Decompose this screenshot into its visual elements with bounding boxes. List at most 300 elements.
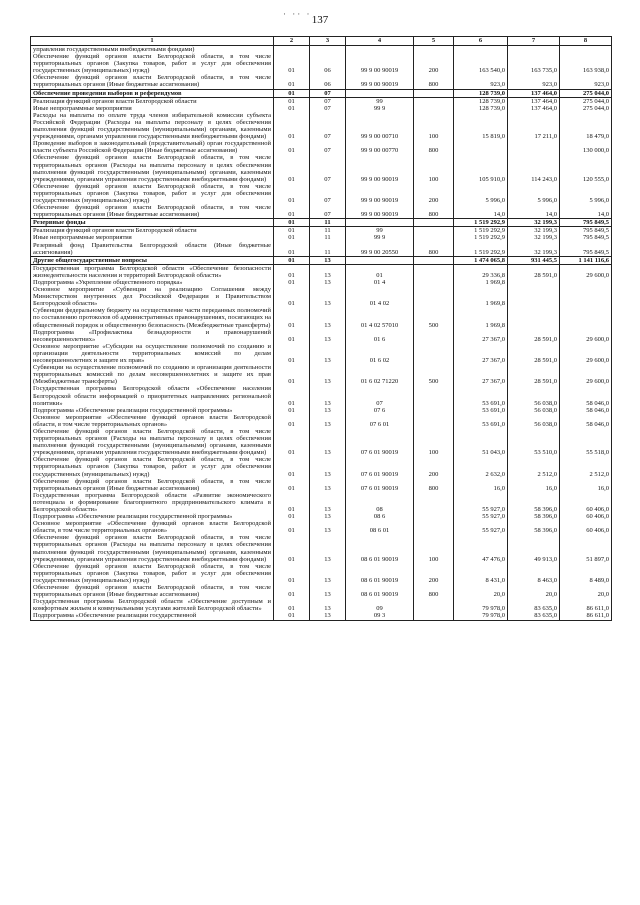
amount-year-3: 8 489,0 xyxy=(560,563,612,584)
row-name: Субвенции федеральному бюджету на осуществление части переданных полномочий по составлению протоколов об административных правонарушениях, посягающих на общественный порядок и общественную безопасность (Межбюджетные трансферты) xyxy=(31,307,274,328)
target-article-code: 07 6 01 90019 xyxy=(346,456,414,477)
subsection-code: 11 xyxy=(310,219,346,227)
subsection-code: 13 xyxy=(310,428,346,456)
column-header: 5 xyxy=(414,37,454,46)
expense-type-code xyxy=(414,105,454,112)
amount-year-2 xyxy=(508,140,560,154)
expense-type-code xyxy=(414,414,454,428)
target-article-code: 99 9 00 90019 xyxy=(346,204,414,219)
target-article-code xyxy=(346,89,414,97)
target-article-code: 01 4 02 xyxy=(346,286,414,307)
table-row xyxy=(31,242,612,257)
target-article-code: 99 9 00 90019 xyxy=(346,183,414,204)
amount-year-2: 53 510,0 xyxy=(508,428,560,456)
amount-year-1: 1 474 065,8 xyxy=(454,256,508,264)
table-row xyxy=(31,105,612,112)
amount-year-3: 923,0 xyxy=(560,74,612,89)
amount-year-2: 14,0 xyxy=(508,204,560,219)
section-code: 01 xyxy=(274,385,310,406)
subsection-code: 13 xyxy=(310,492,346,513)
subsection-code: 13 xyxy=(310,584,346,598)
amount-year-2: 32 199,3 xyxy=(508,219,560,227)
table-row xyxy=(31,286,612,307)
section-code: 01 xyxy=(274,584,310,598)
row-name: Субвенции на осуществление полномочий по созданию и организации деятельности территориальных комиссий по делам несовершеннолетних и защите их прав (Межбюджетные трансферты) xyxy=(31,364,274,385)
expense-type-code: 800 xyxy=(414,140,454,154)
expense-type-code xyxy=(414,234,454,241)
amount-year-2 xyxy=(508,286,560,307)
expense-type-code xyxy=(414,513,454,520)
row-name: Другие общегосударственные вопросы xyxy=(31,256,274,264)
section-code: 01 xyxy=(274,520,310,534)
target-article-code: 08 6 xyxy=(346,513,414,520)
amount-year-3: 275 044,0 xyxy=(560,105,612,112)
amount-year-3: 130 000,0 xyxy=(560,140,612,154)
column-header: 7 xyxy=(508,37,560,46)
column-header: 2 xyxy=(274,37,310,46)
expense-type-code: 200 xyxy=(414,53,454,74)
expense-type-code xyxy=(414,264,454,279)
amount-year-2: 28 591,0 xyxy=(508,364,560,385)
target-article-code xyxy=(346,219,414,227)
expense-type-code xyxy=(414,227,454,235)
subsection-code: 13 xyxy=(310,478,346,492)
section-code: 01 xyxy=(274,227,310,235)
row-name: Обеспечение функций органов власти Белгородской области, в том числе территориальных органов (Расходы на выплаты персоналу в целях обеспечения выполнения функций государственными (муниципальными) органами, казенными учреждениями, органами управления государственными внебюджетными фондами) xyxy=(31,534,274,562)
row-name: Обеспечение проведения выборов и референдумов xyxy=(31,89,274,97)
amount-year-2: 56 038,0 xyxy=(508,385,560,406)
expense-type-code: 800 xyxy=(414,242,454,257)
amount-year-2: 58 396,0 xyxy=(508,513,560,520)
expense-type-code xyxy=(414,279,454,286)
expense-type-code: 100 xyxy=(414,112,454,140)
target-article-code: 09 xyxy=(346,598,414,612)
subsection-code: 13 xyxy=(310,534,346,562)
amount-year-3 xyxy=(560,307,612,328)
row-name: Проведение выборов в законодательный (представительный) орган государственной власти субъекта Российской Федерации (Иные бюджетные ассигнования) xyxy=(31,140,274,154)
target-article-code: 99 9 00 90019 xyxy=(346,53,414,74)
row-name: Обеспечение функций органов власти Белгородской области, в том числе территориальных органов (Иные бюджетные ассигнования) xyxy=(31,584,274,598)
section-code: 01 xyxy=(274,234,310,241)
section-code: 01 xyxy=(274,256,310,264)
row-name: Обеспечение функций органов власти Белгородской области, в том числе территориальных органов (Иные бюджетные ассигнования) xyxy=(31,74,274,89)
amount-year-2: 114 243,0 xyxy=(508,154,560,182)
row-name: Реализация функций органов власти Белгородской области xyxy=(31,227,274,235)
row-name: Государственная программа Белгородской области «Обеспечение доступным и комфортным жильем и коммунальными услугами жителей Белгородской области» xyxy=(31,598,274,612)
expense-type-code xyxy=(414,385,454,406)
section-code: 01 xyxy=(274,534,310,562)
table-row xyxy=(31,264,612,279)
table-row xyxy=(31,534,612,562)
amount-year-1: 1 969,8 xyxy=(454,286,508,307)
amount-year-1: 1 519 292,9 xyxy=(454,227,508,235)
amount-year-2 xyxy=(508,46,560,54)
amount-year-1 xyxy=(454,140,508,154)
row-name: Основное мероприятие «Субсидии на осуществление полномочий по созданию и организации деятельности территориальных комиссий по делам несовершеннолетних и защите их прав» xyxy=(31,343,274,364)
table-row xyxy=(31,563,612,584)
amount-year-1: 27 367,0 xyxy=(454,343,508,364)
target-article-code: 99 9 00 90019 xyxy=(346,74,414,89)
expense-type-code xyxy=(414,89,454,97)
row-name: Основное мероприятие «Субвенции на реализацию Соглашения между Министерством внутренних дел Российской Федерации и Правительством Белгородской области» xyxy=(31,286,274,307)
row-name: Государственная программа Белгородской области «Развитие экономического потенциала и формирование благоприятного предпринимательского климата в Белгородской области» xyxy=(31,492,274,513)
table-row xyxy=(31,385,612,406)
subsection-code: 06 xyxy=(310,74,346,89)
table-row xyxy=(31,520,612,534)
table-row xyxy=(31,74,612,89)
subsection-code: 13 xyxy=(310,612,346,620)
amount-year-1: 53 691,0 xyxy=(454,385,508,406)
table-row xyxy=(31,97,612,105)
column-header: 1 xyxy=(31,37,274,46)
subsection-code: 11 xyxy=(310,227,346,235)
amount-year-3: 2 512,0 xyxy=(560,456,612,477)
table-row xyxy=(31,513,612,520)
section-code xyxy=(274,46,310,54)
section-code: 01 xyxy=(274,414,310,428)
table-row xyxy=(31,492,612,513)
amount-year-1: 5 996,0 xyxy=(454,183,508,204)
target-article-code: 99 9 00 20550 xyxy=(346,242,414,257)
subsection-code: 07 xyxy=(310,204,346,219)
amount-year-1 xyxy=(454,46,508,54)
expense-type-code xyxy=(414,219,454,227)
amount-year-2: 2 512,0 xyxy=(508,456,560,477)
amount-year-1: 1 969,8 xyxy=(454,307,508,328)
table-row xyxy=(31,234,612,241)
target-article-code xyxy=(346,46,414,54)
subsection-code: 07 xyxy=(310,89,346,97)
section-code: 01 xyxy=(274,428,310,456)
amount-year-1: 128 739,0 xyxy=(454,97,508,105)
amount-year-1: 128 739,0 xyxy=(454,89,508,97)
amount-year-2: 32 199,3 xyxy=(508,234,560,241)
budget-table xyxy=(30,36,612,621)
table-row xyxy=(31,612,612,620)
amount-year-1: 1 519 292,9 xyxy=(454,242,508,257)
amount-year-1: 15 819,0 xyxy=(454,112,508,140)
target-article-code: 07 6 01 90019 xyxy=(346,478,414,492)
subsection-code: 11 xyxy=(310,234,346,241)
row-name: Основное мероприятие «Обеспечение функций органов власти Белгородской области, в том числе территориальных органов» xyxy=(31,520,274,534)
row-name: Государственная программа Белгородской области «Обеспечение безопасности жизнедеятельности населения и территорий Белгородской области» xyxy=(31,264,274,279)
amount-year-1: 14,0 xyxy=(454,204,508,219)
expense-type-code xyxy=(414,492,454,513)
amount-year-3: 1 141 116,6 xyxy=(560,256,612,264)
section-code: 01 xyxy=(274,286,310,307)
subsection-code: 13 xyxy=(310,414,346,428)
page-number: 137 xyxy=(311,14,329,26)
expense-type-code: 200 xyxy=(414,563,454,584)
amount-year-3: 58 046,0 xyxy=(560,385,612,406)
section-code: 01 xyxy=(274,456,310,477)
amount-year-1: 1 519 292,9 xyxy=(454,219,508,227)
amount-year-3: 795 849,5 xyxy=(560,219,612,227)
amount-year-1: 55 927,0 xyxy=(454,492,508,513)
amount-year-3: 14,0 xyxy=(560,204,612,219)
table-row xyxy=(31,456,612,477)
amount-year-3: 29 600,0 xyxy=(560,343,612,364)
amount-year-1: 47 476,0 xyxy=(454,534,508,562)
subsection-code: 13 xyxy=(310,563,346,584)
expense-type-code xyxy=(414,329,454,343)
expense-type-code xyxy=(414,286,454,307)
amount-year-3 xyxy=(560,286,612,307)
expense-type-code: 100 xyxy=(414,154,454,182)
amount-year-1: 1 519 292,9 xyxy=(454,234,508,241)
amount-year-2 xyxy=(508,307,560,328)
row-name: Подпрограмма «Обеспечение реализации государственной программы» xyxy=(31,513,274,520)
amount-year-3: 795 849,5 xyxy=(560,234,612,241)
subsection-code: 13 xyxy=(310,343,346,364)
amount-year-2: 137 464,0 xyxy=(508,97,560,105)
row-name: Подпрограмма «Укрепление общественного порядка» xyxy=(31,279,274,286)
target-article-code: 07 xyxy=(346,385,414,406)
table-row xyxy=(31,53,612,74)
target-article-code: 01 6 02 xyxy=(346,343,414,364)
row-name: Обеспечение функций органов власти Белгородской области, в том числе территориальных органов (Расходы на выплаты персоналу в целях обеспечения выполнения функций государственными (муниципальными) органами, казенными учреждениями, органами управления государственными внебюджетными фондами) xyxy=(31,154,274,182)
subsection-code: 13 xyxy=(310,456,346,477)
target-article-code: 08 6 01 90019 xyxy=(346,584,414,598)
amount-year-2: 58 396,0 xyxy=(508,520,560,534)
section-code: 01 xyxy=(274,364,310,385)
row-name: управления государственными внебюджетными фондами) xyxy=(31,46,274,54)
target-article-code: 07 6 01 90019 xyxy=(346,428,414,456)
subsection-code: 13 xyxy=(310,385,346,406)
target-article-code: 01 6 02 71220 xyxy=(346,364,414,385)
amount-year-1: 27 367,0 xyxy=(454,364,508,385)
amount-year-1: 20,0 xyxy=(454,584,508,598)
table-row xyxy=(31,364,612,385)
column-header: 8 xyxy=(560,37,612,46)
table-row xyxy=(31,89,612,97)
expense-type-code xyxy=(414,343,454,364)
amount-year-3: 795 849,5 xyxy=(560,242,612,257)
table-header-row xyxy=(31,37,612,46)
expense-type-code: 800 xyxy=(414,204,454,219)
amount-year-3: 5 996,0 xyxy=(560,183,612,204)
section-code: 01 xyxy=(274,105,310,112)
expense-type-code xyxy=(414,97,454,105)
amount-year-2: 28 591,0 xyxy=(508,329,560,343)
section-code: 01 xyxy=(274,74,310,89)
expense-type-code: 100 xyxy=(414,534,454,562)
row-name: Подпрограмма «Обеспечение реализации государственной xyxy=(31,612,274,620)
subsection-code: 13 xyxy=(310,598,346,612)
amount-year-2: 17 211,0 xyxy=(508,112,560,140)
target-article-code: 08 6 01 xyxy=(346,520,414,534)
subsection-code: 13 xyxy=(310,520,346,534)
amount-year-2: 83 635,0 xyxy=(508,598,560,612)
target-article-code: 08 6 01 90019 xyxy=(346,534,414,562)
amount-year-2: 56 038,0 xyxy=(508,414,560,428)
expense-type-code: 100 xyxy=(414,428,454,456)
row-name: Обеспечение функций органов власти Белгородской области, в том числе территориальных органов (Расходы на выплаты персоналу в целях обеспечения выполнения функций государственными (муниципальными) органами, казенными учреждениями, органами управления государственными внебюджетными фондами) xyxy=(31,428,274,456)
subsection-code: 13 xyxy=(310,286,346,307)
amount-year-1: 105 910,0 xyxy=(454,154,508,182)
amount-year-1: 27 367,0 xyxy=(454,329,508,343)
amount-year-2: 28 591,0 xyxy=(508,264,560,279)
target-article-code: 01 6 xyxy=(346,329,414,343)
amount-year-1: 53 691,0 xyxy=(454,414,508,428)
subsection-code: 07 xyxy=(310,183,346,204)
target-article-code: 09 3 xyxy=(346,612,414,620)
row-name: Резервные фонды xyxy=(31,219,274,227)
row-name: Подпрограмма «Профилактика безнадзорности и правонарушений несовершеннолетних» xyxy=(31,329,274,343)
target-article-code: 99 9 xyxy=(346,105,414,112)
subsection-code: 07 xyxy=(310,105,346,112)
section-code: 01 xyxy=(274,598,310,612)
amount-year-1: 55 927,0 xyxy=(454,513,508,520)
row-name: Основное мероприятие «Обеспечение функций органов власти Белгородской области, в том числе территориальных органов» xyxy=(31,414,274,428)
amount-year-2: 163 735,0 xyxy=(508,53,560,74)
amount-year-2: 16,0 xyxy=(508,478,560,492)
target-article-code: 99 xyxy=(346,227,414,235)
expense-type-code: 500 xyxy=(414,364,454,385)
target-article-code: 07 6 xyxy=(346,407,414,414)
amount-year-3 xyxy=(560,279,612,286)
row-name: Обеспечение функций органов власти Белгородской области, в том числе территориальных органов (Закупка товаров, работ и услуг для обеспечения государственных (муниципальных) нужд) xyxy=(31,456,274,477)
amount-year-1: 8 431,0 xyxy=(454,563,508,584)
amount-year-1: 128 739,0 xyxy=(454,105,508,112)
table-row xyxy=(31,584,612,598)
amount-year-2: 32 199,3 xyxy=(508,227,560,235)
amount-year-3: 275 044,0 xyxy=(560,89,612,97)
subsection-code: 07 xyxy=(310,154,346,182)
amount-year-3: 29 600,0 xyxy=(560,264,612,279)
table-row xyxy=(31,112,612,140)
amount-year-3: 120 555,0 xyxy=(560,154,612,182)
target-article-code: 99 9 xyxy=(346,234,414,241)
amount-year-2: 923,0 xyxy=(508,74,560,89)
subsection-code: 13 xyxy=(310,256,346,264)
row-name: Обеспечение функций органов власти Белгородской области, в том числе территориальных органов (Закупка товаров, работ и услуг для обеспечения государственных (муниципальных) нужд) xyxy=(31,563,274,584)
target-article-code: 01 4 02 57010 xyxy=(346,307,414,328)
amount-year-1: 55 927,0 xyxy=(454,520,508,534)
amount-year-3: 58 046,0 xyxy=(560,407,612,414)
scan-artifact: · ·· · xyxy=(283,9,312,19)
section-code: 01 xyxy=(274,204,310,219)
amount-year-1: 163 540,0 xyxy=(454,53,508,74)
section-code: 01 xyxy=(274,307,310,328)
subsection-code: 13 xyxy=(310,407,346,414)
amount-year-3: 55 518,0 xyxy=(560,428,612,456)
table-row xyxy=(31,598,612,612)
subsection-code: 07 xyxy=(310,140,346,154)
amount-year-2: 58 396,0 xyxy=(508,492,560,513)
section-code: 01 xyxy=(274,242,310,257)
amount-year-3: 275 044,0 xyxy=(560,97,612,105)
target-article-code: 01 xyxy=(346,264,414,279)
target-article-code: 08 6 01 90019 xyxy=(346,563,414,584)
amount-year-3: 163 938,0 xyxy=(560,53,612,74)
target-article-code: 99 9 00 00710 xyxy=(346,112,414,140)
section-code: 01 xyxy=(274,140,310,154)
row-name: Иные непрограммные мероприятия xyxy=(31,234,274,241)
row-name: Резервный фонд Правительства Белгородской области (Иные бюджетные ассигнования) xyxy=(31,242,274,257)
amount-year-2: 8 463,0 xyxy=(508,563,560,584)
amount-year-3: 60 406,0 xyxy=(560,492,612,513)
subsection-code: 13 xyxy=(310,513,346,520)
expense-type-code: 800 xyxy=(414,74,454,89)
row-name: Обеспечение функций органов власти Белгородской области, в том числе территориальных органов (Иные бюджетные ассигнования) xyxy=(31,204,274,219)
amount-year-2: 137 464,0 xyxy=(508,89,560,97)
expense-type-code xyxy=(414,520,454,534)
section-code: 01 xyxy=(274,329,310,343)
amount-year-2: 49 913,0 xyxy=(508,534,560,562)
amount-year-2: 137 464,0 xyxy=(508,105,560,112)
table-row xyxy=(31,279,612,286)
target-article-code: 07 6 01 xyxy=(346,414,414,428)
amount-year-1: 2 632,0 xyxy=(454,456,508,477)
amount-year-3: 58 046,0 xyxy=(560,414,612,428)
row-name: Государственная программа Белгородской области «Обеспечение населения Белгородской области информацией о приоритетных направлениях региональной политики» xyxy=(31,385,274,406)
section-code: 01 xyxy=(274,513,310,520)
row-name: Обеспечение функций органов власти Белгородской области, в том числе территориальных органов (Закупка товаров, работ и услуг для обеспечения государственных (муниципальных) нужд) xyxy=(31,183,274,204)
expense-type-code xyxy=(414,407,454,414)
amount-year-2: 56 038,0 xyxy=(508,407,560,414)
amount-year-3: 29 600,0 xyxy=(560,364,612,385)
target-article-code: 99 9 00 00770 xyxy=(346,140,414,154)
amount-year-1: 923,0 xyxy=(454,74,508,89)
table-row xyxy=(31,154,612,182)
table-row xyxy=(31,227,612,235)
amount-year-3 xyxy=(560,46,612,54)
amount-year-2 xyxy=(508,279,560,286)
amount-year-3: 60 406,0 xyxy=(560,520,612,534)
subsection-code: 13 xyxy=(310,264,346,279)
expense-type-code: 500 xyxy=(414,307,454,328)
amount-year-1: 1 969,8 xyxy=(454,279,508,286)
expense-type-code xyxy=(414,46,454,54)
target-article-code: 01 4 xyxy=(346,279,414,286)
amount-year-3: 51 897,0 xyxy=(560,534,612,562)
section-code: 01 xyxy=(274,343,310,364)
subsection-code: 13 xyxy=(310,279,346,286)
row-name: Обеспечение функций органов власти Белгородской области, в том числе территориальных органов (Иные бюджетные ассигнования) xyxy=(31,478,274,492)
column-header: 4 xyxy=(346,37,414,46)
expense-type-code: 800 xyxy=(414,584,454,598)
amount-year-3: 86 611,0 xyxy=(560,612,612,620)
section-code: 01 xyxy=(274,563,310,584)
subsection-code: 06 xyxy=(310,53,346,74)
section-code: 01 xyxy=(274,492,310,513)
row-name: Расходы на выплаты по оплате труда членов избирательной комиссии субъекта Российской Федерации (Расходы на выплаты персоналу в целях обеспечения выполнения функций государственными (муниципальными) органами, казенными учреждениями, органами управления государственными внебюджетными фондами) xyxy=(31,112,274,140)
row-name: Обеспечение функций органов власти Белгородской области, в том числе территориальных органов (Закупка товаров, работ и услуг для обеспечения государственных (муниципальных) нужд) xyxy=(31,53,274,74)
target-article-code: 08 xyxy=(346,492,414,513)
subsection-code xyxy=(310,46,346,54)
table-row xyxy=(31,343,612,364)
table-row xyxy=(31,183,612,204)
section-code: 01 xyxy=(274,612,310,620)
section-code: 01 xyxy=(274,89,310,97)
expense-type-code xyxy=(414,612,454,620)
amount-year-3: 86 611,0 xyxy=(560,598,612,612)
section-code: 01 xyxy=(274,219,310,227)
subsection-code: 11 xyxy=(310,242,346,257)
subsection-code: 13 xyxy=(310,329,346,343)
amount-year-1: 79 978,0 xyxy=(454,598,508,612)
section-code: 01 xyxy=(274,154,310,182)
expense-type-code: 200 xyxy=(414,183,454,204)
target-article-code xyxy=(346,256,414,264)
table-row xyxy=(31,307,612,328)
section-code: 01 xyxy=(274,264,310,279)
amount-year-1: 16,0 xyxy=(454,478,508,492)
subsection-code: 13 xyxy=(310,307,346,328)
row-name: Подпрограмма «Обеспечение реализации государственной программы» xyxy=(31,407,274,414)
amount-year-2: 5 996,0 xyxy=(508,183,560,204)
